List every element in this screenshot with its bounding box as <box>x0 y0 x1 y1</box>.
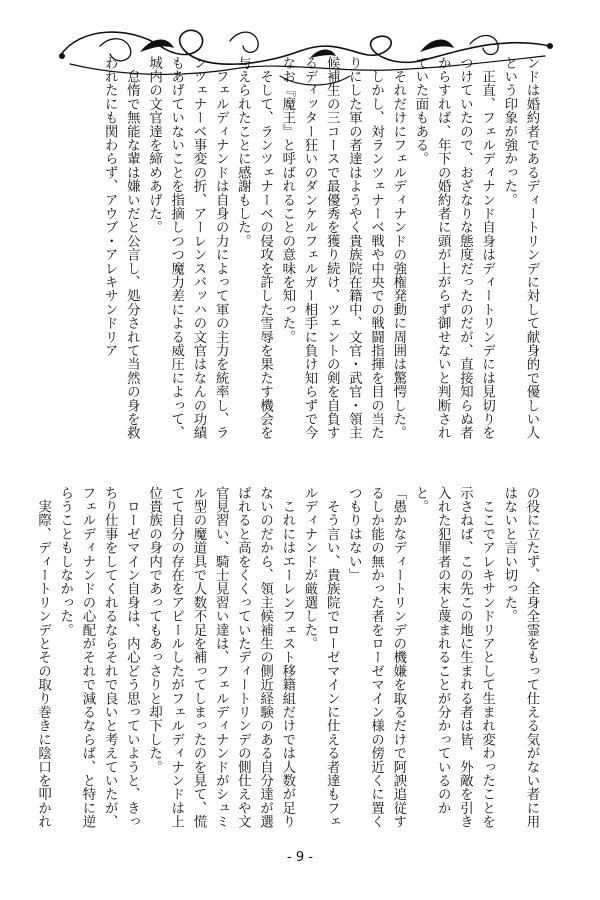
text-paragraph: 正直、フェルディナンド自身はディートリンデには見切りをつけていたので、おざなりな態度だったのだが、直接知らぬ者からすれば、年下の婚約者に頭が上がらず御せないと判断されていた面もある。 <box>412 56 495 440</box>
main-text-upper-block <box>62 56 542 444</box>
text-paragraph: ここでアレキサンドリアとして生まれ変わったことを示さねば、この先この地に生まれる者は皆、外敵を引き入れた犯罪者の末と蔑まれることが分かっているのかと。 <box>412 486 495 829</box>
text-paragraph: の役に立たず、全身全霊をもって仕える気がない者に用はないと言い切った。 <box>501 486 539 829</box>
text-paragraph: 「愚かなディートリンデの機嫌を取るだけで阿諛追従するしか能の無かった者をローゼマイン様の傍近くに置くつもりはない」 <box>346 486 406 829</box>
main-text-lower-block <box>35 486 542 838</box>
text-paragraph: ンドは婚約者であるディートリンデに対して献身的で優しい人という印象が強かった。 <box>501 56 539 440</box>
text-paragraph: それだけにフェルディナンドの強権発動に周囲は驚愕した。 <box>390 56 406 440</box>
text-paragraph: ローゼマイン自身は、内心どう思っていようと、きっちり仕事をしてくれるならそれで良いと考えていたが、フェルディナンドの心配がそれで減るならば、と特に逆らうこともしなかった。 <box>57 486 140 829</box>
page-number: - 9 - <box>287 850 313 865</box>
text-paragraph: そして、ランツェナーベの侵攻を許した雪辱を果たす機会を与えられたことに感謝もした。 <box>235 56 273 440</box>
text-paragraph: しかし、対ランツェナーベ戦や中央での戦闘指揮を目の当たりにした軍の者達はようやく貴族院在籍中、文官・武官・領主候補生の三コースで最優秀を獲り続け、ツェントの剣を自負するディッター狂いのダンケルフェルガー相手に負け知らずで今なお『魔王』と呼ばれることの意味を知った。 <box>279 56 384 440</box>
text-paragraph: 怠惰で無能な輩は嫌いだと公言し、処分されて当然の身を救われたにも関わらず、アウブ・アレキサンドリア <box>102 56 140 440</box>
text-paragraph: フェルディナンドは自身の力によって軍の主力を統率し、ランツェナーベ事変の折、アーレンスバッハの文官はなんの功績もあげていないことを指摘しつつ魔力差による威圧によって、城内の文官達を締めあげた。 <box>146 56 229 440</box>
text-paragraph: そう言い、貴族院でローゼマインに仕える者達もフェルディナンドが厳選した。 <box>301 486 340 829</box>
text-paragraph: 実際、ディートリンデとその取り巻きに陰口を叩かれ <box>35 486 51 829</box>
text-paragraph: これにはエーレンフェスト移籍組だけでは人数が足りないのだから、領主候補生の側近経験のある自分達が選ばれると高をくくっていたディートリンデの側仕えや文官見習い、騎士見習い達は、フェルディナンドがシュミル型の魔道具で人数不足を補ってしまったのを見て、慌てて自分の存在をアピールしたがフェルディナンドは上位貴族の身内であってもあっさりと却下した。 <box>146 486 295 829</box>
